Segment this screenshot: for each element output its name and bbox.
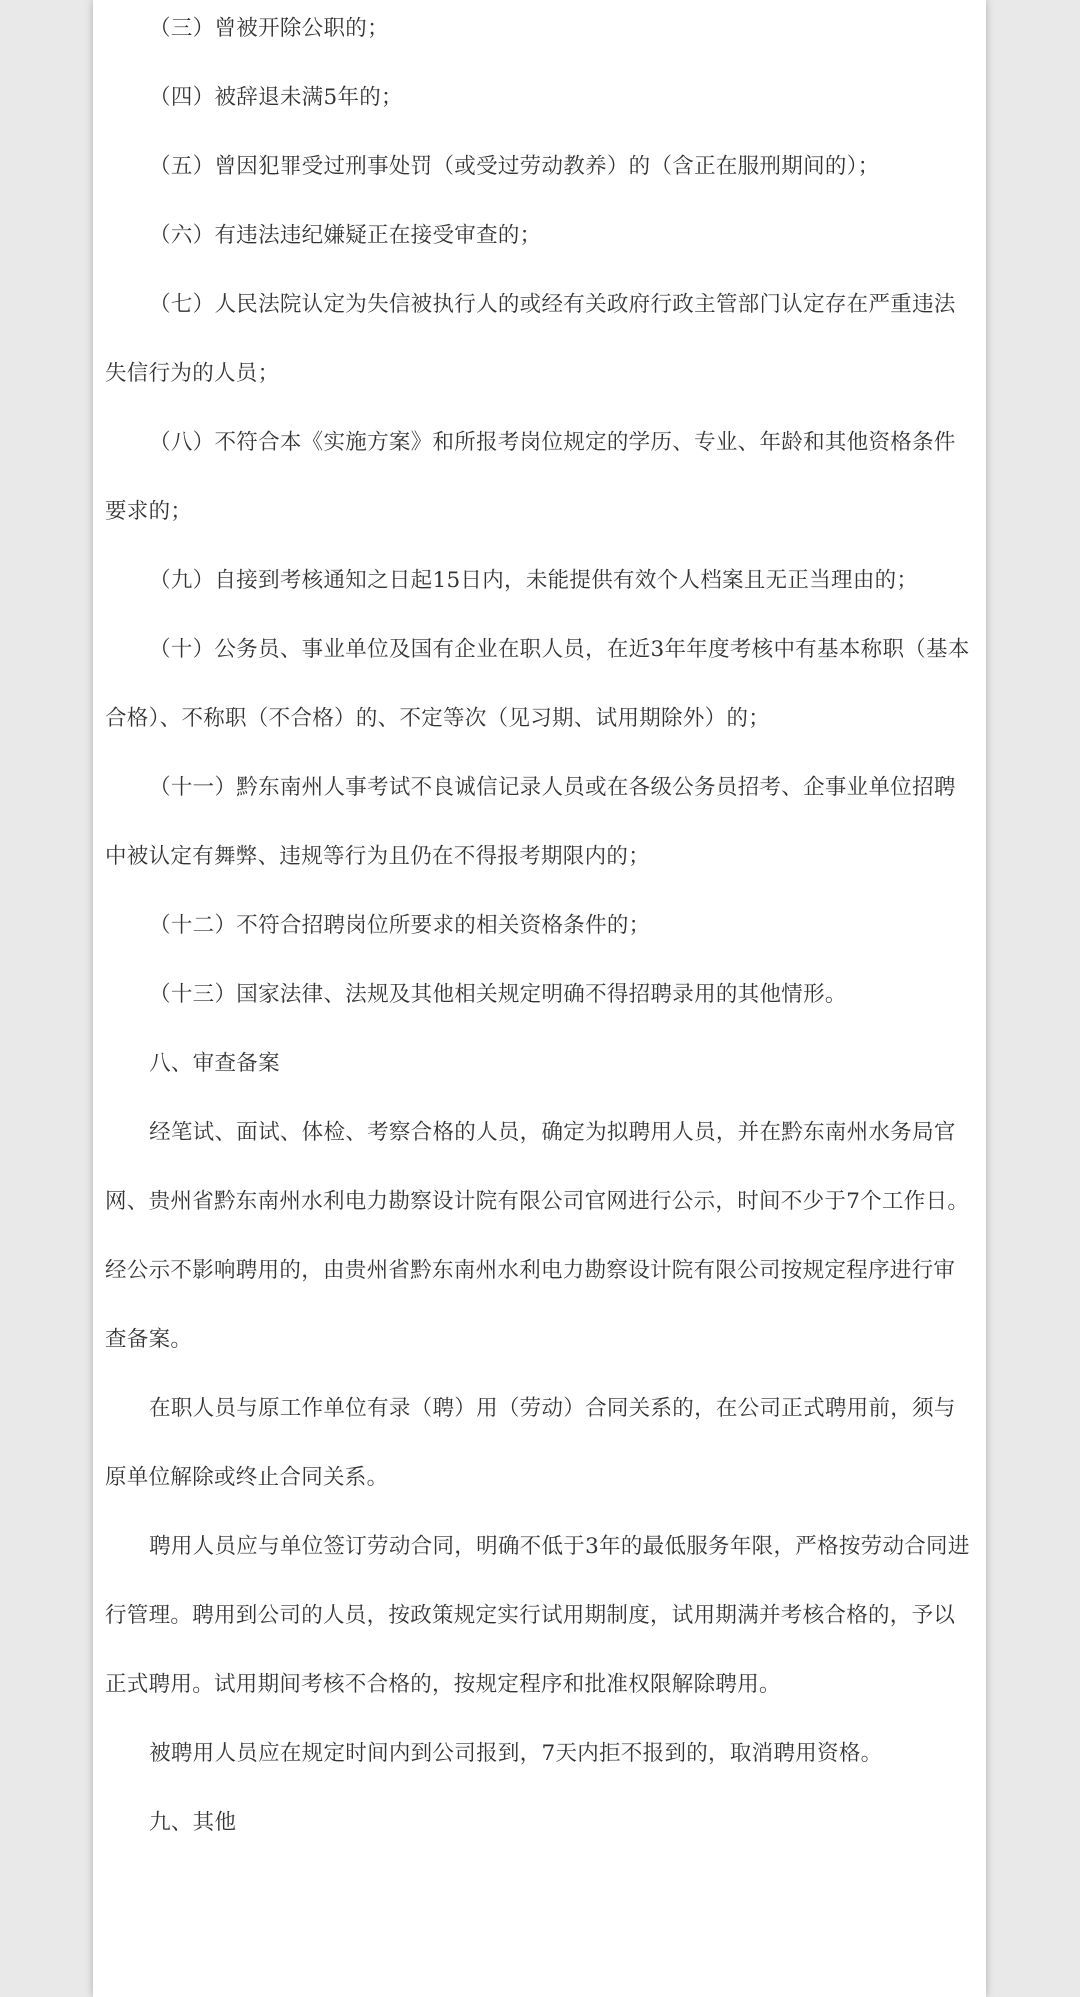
clause-13: （十三）国家法律、法规及其他相关规定明确不得招聘录用的其他情形。 — [149, 982, 847, 1007]
clause-9: （九）自接到考核通知之日起15日内，未能提供有效个人档案且无正当理由的； — [149, 568, 919, 593]
section-heading-review: 八、审查备案 — [149, 1051, 280, 1076]
document-page — [93, 0, 986, 1997]
clause-3: （三）曾被开除公职的； — [149, 16, 389, 41]
review-paragraph-4: 被聘用人员应在规定时间内到公司报到，7天内拒不报到的，取消聘用资格。 — [149, 1741, 883, 1766]
clause-11: （十一）黔东南州人事考试不良诚信记录人员或在各级公务员招考、企事业单位招聘中被认定有舞弊、违规等行为且仍在不得报考期限内的； — [105, 775, 956, 869]
clause-4: （四）被辞退未满5年的； — [149, 85, 403, 110]
review-paragraph-1: 经笔试、面试、体检、考察合格的人员，确定为拟聘用人员，并在黔东南州水务局官网、贵州省黔东南州水利电力勘察设计院有限公司官网进行公示，时间不少于7个工作日。经公示不影响聘用的，由贵州省黔东南州水利电力勘察设计院有限公司按规定程序进行审查备案。 — [105, 1120, 970, 1352]
clause-6: （六）有违法违纪嫌疑正在接受审查的； — [149, 223, 542, 248]
clause-10: （十）公务员、事业单位及国有企业在职人员，在近3年年度考核中有基本称职（基本合格）、不称职（不合格）的、不定等次（见习期、试用期除外）的； — [105, 637, 970, 731]
review-paragraph-2: 在职人员与原工作单位有录（聘）用（劳动）合同关系的，在公司正式聘用前，须与原单位解除或终止合同关系。 — [105, 1396, 956, 1490]
section-heading-other: 九、其他 — [149, 1810, 237, 1835]
clause-8: （八）不符合本《实施方案》和所报考岗位规定的学历、专业、年龄和其他资格条件要求的； — [105, 430, 956, 524]
clause-5: （五）曾因犯罪受过刑事处罚（或受过劳动教养）的（含正在服刑期间的）； — [149, 154, 880, 179]
document-body — [105, 0, 975, 1857]
review-paragraph-3: 聘用人员应与单位签订劳动合同，明确不低于3年的最低服务年限，严格按劳动合同进行管理。聘用到公司的人员，按政策规定实行试用期制度，试用期满并考核合格的，予以正式聘用。试用期间考核不合格的，按规定程序和批准权限解除聘用。 — [105, 1534, 970, 1697]
clause-12: （十二）不符合招聘岗位所要求的相关资格条件的； — [149, 913, 651, 938]
clause-7: （七）人民法院认定为失信被执行人的或经有关政府行政主管部门认定存在严重违法失信行为的人员； — [105, 292, 956, 386]
